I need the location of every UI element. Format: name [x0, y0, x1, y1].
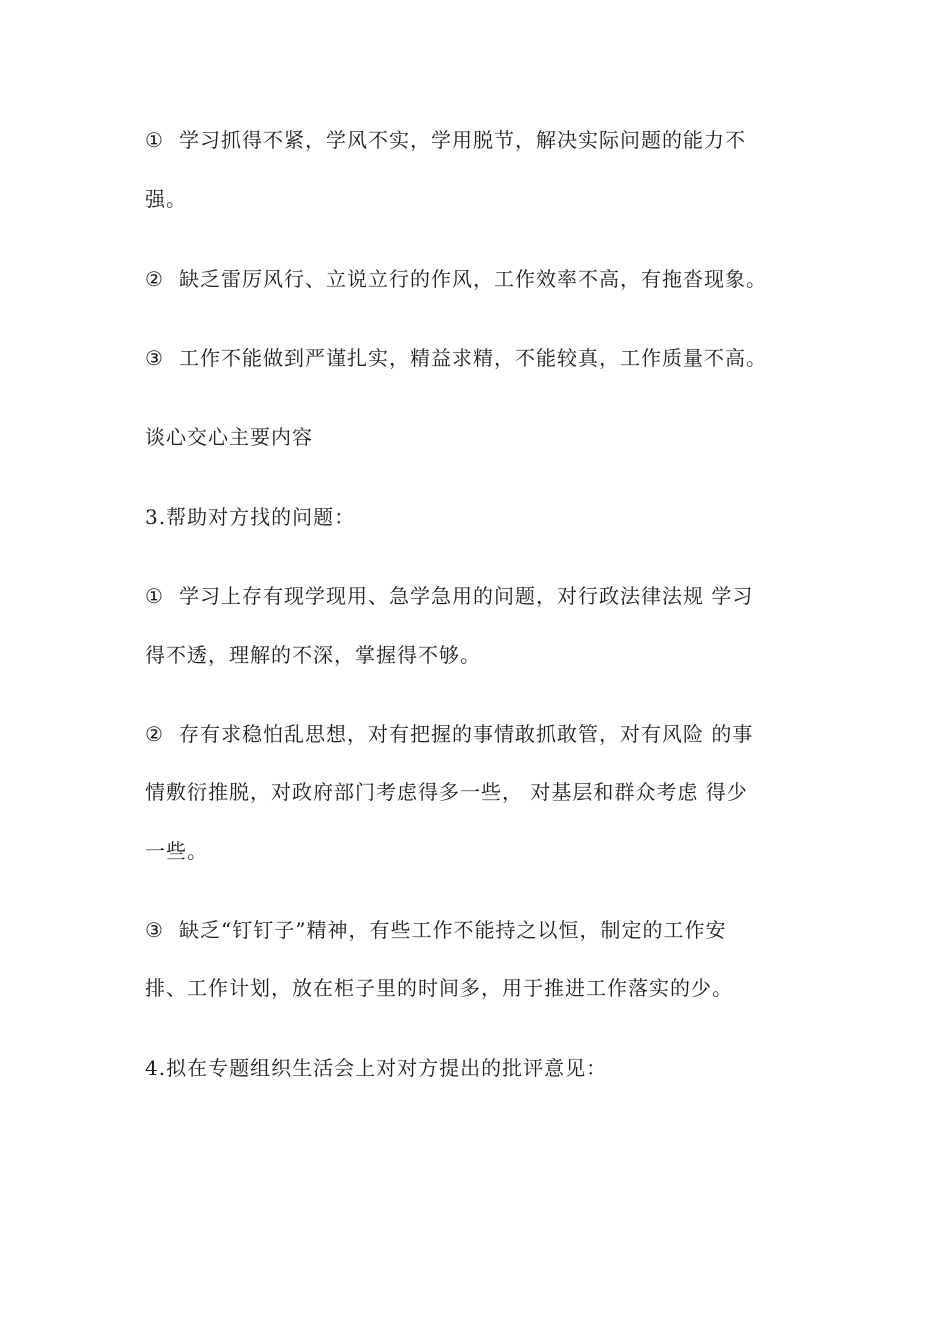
- line-text: 谈心交心主要内容: [145, 425, 313, 449]
- text-line: [145, 344, 825, 372]
- line-text: 情敷衍推脱，对政府部门考虑得多一些， 对基层和群众考虑 得少: [145, 780, 748, 804]
- list-marker: ①: [145, 128, 164, 152]
- section-heading: [145, 503, 825, 531]
- list-marker: ②: [145, 722, 164, 746]
- section-heading: [145, 423, 825, 451]
- text-line: [145, 837, 825, 865]
- text-line: [145, 582, 825, 610]
- line-text: 得不透，理解的不深，掌握得不够。: [145, 643, 481, 667]
- line-text: 3.帮助对方找的问题：: [145, 505, 356, 529]
- text-line: [145, 916, 825, 944]
- line-text: 工作不能做到严谨扎实，精益求精，不能较真，工作质量不高。: [179, 346, 767, 370]
- line-text: 存有求稳怕乱思想，对有把握的事情敢抓敢管，对有风险 的事: [179, 722, 754, 746]
- text-line: [145, 265, 825, 293]
- text-line: [145, 185, 825, 213]
- line-text: 学习抓得不紧，学风不实，学用脱节，解决实际问题的能力不: [179, 128, 746, 152]
- line-text: 强。: [145, 187, 187, 211]
- line-text: 缺乏雷厉风行、立说立行的作风，工作效率不高，有拖沓现象。: [179, 267, 767, 291]
- line-text: 缺乏“钉钉子”精神，有些工作不能持之以恒，制定的工作安: [179, 918, 727, 942]
- list-marker: ②: [145, 267, 164, 291]
- list-marker: ①: [145, 584, 164, 608]
- line-text: 4.拟在专题组织生活会上对对方提出的批评意见：: [145, 1056, 608, 1080]
- text-line: [145, 126, 825, 154]
- list-marker: ③: [145, 346, 164, 370]
- text-line: [145, 974, 825, 1002]
- section-heading: [145, 1054, 825, 1082]
- text-line: [145, 720, 825, 748]
- line-text: 排、工作计划，放在柜子里的时间多，用于推进工作落实的少。: [145, 976, 733, 1000]
- line-text: 学习上存有现学现用、急学急用的问题，对行政法律法规 学习: [179, 584, 754, 608]
- text-line: [145, 641, 825, 669]
- list-marker: ③: [145, 918, 164, 942]
- text-line: [145, 778, 825, 806]
- line-text: 一些。: [145, 839, 208, 863]
